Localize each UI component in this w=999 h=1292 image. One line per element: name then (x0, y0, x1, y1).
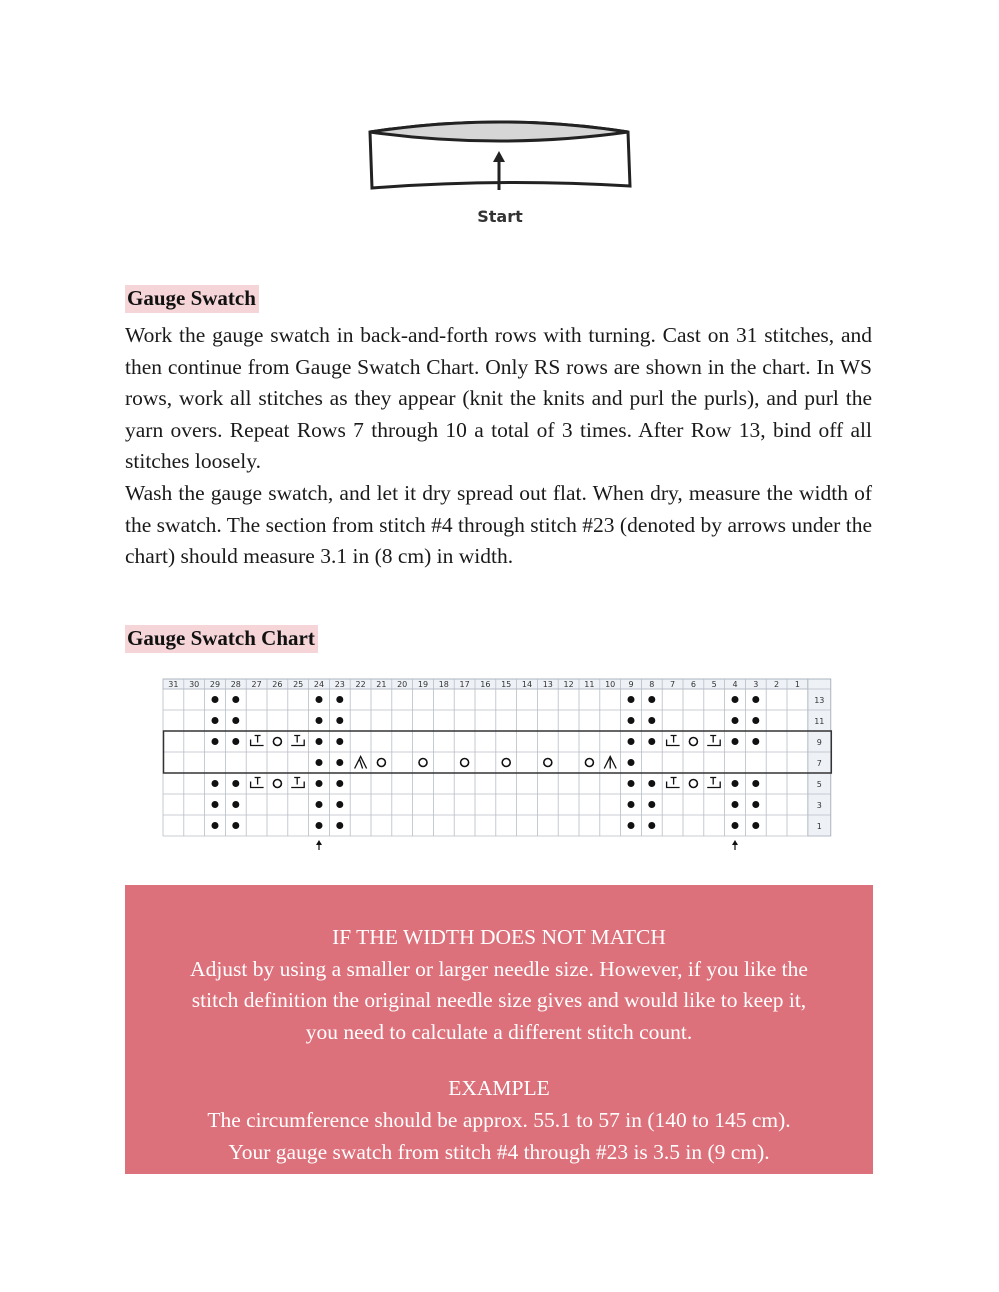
yarn-over-icon (377, 759, 385, 767)
column-number: 2 (774, 680, 780, 689)
column-number: 15 (501, 680, 512, 689)
purl-dot (336, 738, 343, 745)
central-decrease-icon (604, 757, 616, 769)
column-number: 22 (355, 680, 366, 689)
purl-dot (648, 780, 655, 787)
purl-dot (752, 801, 759, 808)
purl-dot (232, 717, 239, 724)
purl-dot (212, 822, 219, 829)
left-cross-icon (667, 778, 680, 788)
column-number: 20 (397, 680, 408, 689)
column-number: 10 (605, 680, 616, 689)
purl-dot (732, 822, 739, 829)
purl-dot (628, 780, 635, 787)
column-number: 25 (293, 680, 304, 689)
row-number: 5 (816, 780, 822, 789)
right-cross-icon (707, 778, 720, 788)
column-number: 3 (753, 680, 759, 689)
measure-arrow-head (732, 840, 738, 845)
purl-dot (648, 696, 655, 703)
purl-dot (232, 801, 239, 808)
purl-dot (232, 780, 239, 787)
measure-arrow-head (316, 840, 322, 845)
yarn-over-icon (273, 780, 281, 788)
purl-dot (732, 717, 739, 724)
left-cross-icon (251, 778, 264, 788)
purl-dot (648, 801, 655, 808)
example-title: EXAMPLE (448, 1076, 550, 1101)
row-number: 7 (816, 759, 822, 768)
column-number: 9 (628, 680, 634, 689)
purl-dot (628, 759, 635, 766)
left-cross-icon (667, 736, 680, 746)
yarn-over-icon (273, 738, 281, 746)
column-number: 5 (711, 680, 717, 689)
gauge-swatch-paragraph-1: Work the gauge swatch in back-and-forth rows with turning. Cast on 31 stitches, and then continue from Gauge Swatch Chart. Only RS rows are shown in the chart. In WS rows, work all stitches as they appear (knit the knits and purl the purls), and purl the yarn overs. Repeat Rows 7 through 10 a total of 3 times. After Row 13, bind off all stitches loosely. (125, 323, 872, 474)
purl-dot (336, 696, 343, 703)
purl-dot (648, 822, 655, 829)
purl-dot (316, 738, 323, 745)
purl-dot (628, 717, 635, 724)
column-number: 18 (438, 680, 449, 689)
column-number: 19 (417, 680, 429, 689)
column-number: 26 (272, 680, 283, 689)
purl-dot (732, 738, 739, 745)
gauge-swatch-heading: Gauge Swatch (125, 285, 259, 313)
purl-dot (628, 738, 635, 745)
purl-dot (732, 801, 739, 808)
purl-dot (212, 696, 219, 703)
gauge-chart-heading: Gauge Swatch Chart (125, 625, 318, 653)
purl-dot (648, 738, 655, 745)
purl-dot (316, 822, 323, 829)
row-number: 9 (816, 738, 822, 747)
yarn-over-icon (544, 759, 552, 767)
callout-title: IF THE WIDTH DOES NOT MATCH (332, 925, 666, 949)
callout-line-1: Adjust by using a smaller or larger needle size. However, if you like the (190, 956, 808, 981)
yarn-over-icon (689, 738, 697, 746)
purl-dot (316, 780, 323, 787)
purl-dot (752, 738, 759, 745)
purl-dot (752, 696, 759, 703)
purl-dot (752, 780, 759, 787)
yarn-over-icon (419, 759, 427, 767)
left-cross-icon (251, 736, 264, 746)
right-cross-icon (707, 736, 720, 746)
yarn-over-icon (502, 759, 510, 767)
purl-dot (212, 801, 219, 808)
row-number: 11 (814, 717, 825, 726)
row-number: 13 (814, 696, 825, 705)
column-number: 24 (313, 680, 325, 689)
purl-dot (232, 738, 239, 745)
purl-dot (628, 696, 635, 703)
callout-line-2: stitch definition the original needle size gives and would like to keep it, (191, 988, 807, 1013)
purl-dot (336, 801, 343, 808)
column-number: 21 (376, 680, 387, 689)
column-number: 14 (521, 680, 533, 689)
column-number: 23 (334, 680, 345, 689)
purl-dot (232, 822, 239, 829)
gauge-swatch-paragraph-2: Wash the gauge swatch, and let it dry spread out flat. When dry, measure the width of the swatch. The section from stitch #4 through stitch #23 (denoted by arrows under the chart) should measure 3.1 in (8 cm) in width. (125, 481, 872, 569)
yarn-over-icon (689, 780, 697, 788)
row-number: 3 (816, 801, 822, 810)
purl-dot (336, 780, 343, 787)
purl-dot (648, 717, 655, 724)
swatch-direction-diagram (360, 118, 640, 233)
purl-dot (752, 717, 759, 724)
column-number: 31 (168, 680, 179, 689)
example-line-1: The circumference should be approx. 55.1 to 57 in (140 to 145 cm). (207, 1107, 791, 1132)
width-mismatch-callout (125, 885, 873, 1174)
purl-dot (628, 822, 635, 829)
purl-dot (212, 780, 219, 787)
column-number: 13 (542, 680, 553, 689)
column-number: 16 (480, 680, 491, 689)
purl-dot (336, 717, 343, 724)
column-number: 1 (794, 680, 800, 689)
stitch-chart-grid (162, 678, 836, 850)
purl-dot (732, 696, 739, 703)
column-number: 8 (649, 680, 655, 689)
column-number: 12 (563, 680, 574, 689)
gauge-swatch-chart (162, 678, 836, 850)
column-number: 6 (690, 680, 696, 689)
purl-dot (628, 801, 635, 808)
right-cross-icon (291, 778, 304, 788)
yarn-over-icon (585, 759, 593, 767)
yarn-over-icon (461, 759, 469, 767)
column-number: 7 (670, 680, 676, 689)
purl-dot (336, 759, 343, 766)
purl-dot (752, 822, 759, 829)
column-number: 17 (459, 680, 470, 689)
column-number: 11 (584, 680, 595, 689)
column-number: 27 (251, 680, 262, 689)
example-line-2: Your gauge swatch from stitch #4 through #23 is 3.5 in (9 cm). (228, 1139, 770, 1164)
right-cross-icon (291, 736, 304, 746)
slip-decrease-icon (355, 757, 367, 769)
purl-dot (336, 822, 343, 829)
purl-dot (212, 738, 219, 745)
purl-dot (232, 696, 239, 703)
swatch-shape-icon (360, 118, 640, 208)
callout-line-3: you need to calculate a different stitch count. (305, 1019, 693, 1044)
column-number: 30 (189, 680, 200, 689)
purl-dot (212, 717, 219, 724)
column-number: 28 (230, 680, 241, 689)
row-number: 1 (816, 822, 822, 831)
purl-dot (316, 759, 323, 766)
purl-dot (732, 780, 739, 787)
purl-dot (316, 717, 323, 724)
purl-dot (316, 801, 323, 808)
start-label: Start (477, 207, 523, 226)
column-number: 4 (732, 680, 738, 689)
purl-dot (316, 696, 323, 703)
column-number: 29 (209, 680, 221, 689)
